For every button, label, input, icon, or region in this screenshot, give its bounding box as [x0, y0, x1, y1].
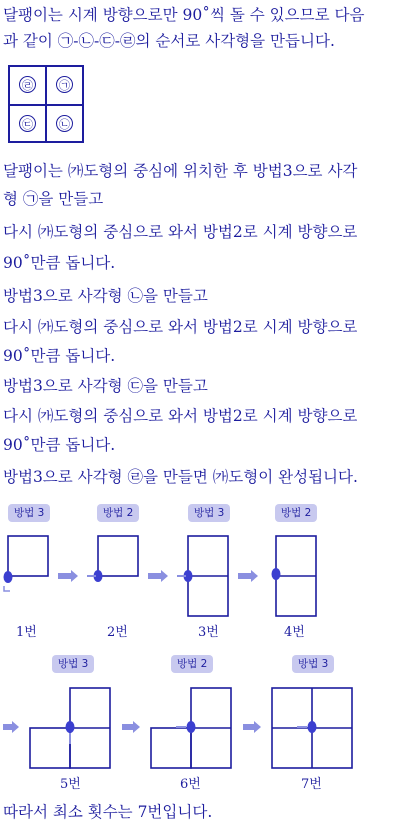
step1-label: 1번 [16, 625, 37, 640]
step2-figure [87, 536, 138, 582]
snail-dot [308, 721, 317, 733]
step1-method-badge: 방법 3 [8, 504, 50, 522]
snail-dot [66, 721, 75, 733]
cell-bottom-right: ㉡ [56, 115, 73, 132]
step7-label: 7번 [301, 777, 322, 792]
step2-label: 2번 [107, 625, 128, 640]
step4-figure [272, 536, 317, 616]
body-line-10: 90˚만큼 돕니다. [3, 436, 116, 454]
body-line-1: 달팽이는 ㈎도형의 중심에 위치한 후 방법3으로 사각 [3, 162, 358, 180]
step4-method-badge: 방법 2 [275, 504, 317, 522]
body-line-11: 방법3으로 사각형 ㉣을 만들면 ㈎도형이 완성됩니다. [3, 468, 358, 486]
step3-label: 3번 [198, 625, 219, 640]
body-line-7: 90˚만큼 돕니다. [3, 347, 116, 365]
snail-dot [187, 721, 196, 733]
intro-line-1: 달팽이는 시계 방향으로만 90˚씩 돌 수 있으므로 다음 [3, 6, 365, 24]
body-line-8: 방법3으로 사각형 ㉢을 만들고 [3, 377, 208, 395]
conclusion-line: 따라서 최소 횟수는 7번입니다. [3, 803, 213, 821]
step5-figure [30, 688, 110, 768]
step7-method-badge: 방법 3 [292, 655, 334, 673]
snail-dot [4, 571, 13, 583]
step3-figure [177, 536, 228, 616]
body-line-3: 다시 ㈎도형의 중심으로 와서 방법2로 시계 방향으로 [3, 223, 358, 241]
step5-label: 5번 [60, 777, 81, 792]
step6-figure [151, 688, 231, 768]
step6-method-badge: 방법 2 [171, 655, 213, 673]
cell-top-left: ㉣ [19, 76, 36, 93]
body-line-9: 다시 ㈎도형의 중심으로 와서 방법2로 시계 방향으로 [3, 407, 358, 425]
step7-figure [272, 688, 352, 768]
body-line-2: 형 ㉠을 만들고 [3, 190, 104, 208]
step5-method-badge: 방법 3 [52, 655, 94, 673]
body-line-6: 다시 ㈎도형의 중심으로 와서 방법2로 시계 방향으로 [3, 318, 358, 336]
step4-label: 4번 [284, 625, 305, 640]
step6-label: 6번 [180, 777, 201, 792]
body-line-5: 방법3으로 사각형 ㉡을 만들고 [3, 287, 208, 305]
cell-bottom-left: ㉢ [19, 115, 36, 132]
snail-dot [272, 568, 281, 580]
cell-top-right: ㉠ [56, 76, 73, 93]
step2-method-badge: 방법 2 [97, 504, 139, 522]
body-line-4: 90˚만큼 돕니다. [3, 254, 116, 272]
step1-figure [4, 536, 49, 591]
intro-line-2: 과 같이 ㉠-㉡-㉢-㉣의 순서로 사각형을 만듭니다. [3, 32, 335, 50]
step3-method-badge: 방법 3 [188, 504, 230, 522]
